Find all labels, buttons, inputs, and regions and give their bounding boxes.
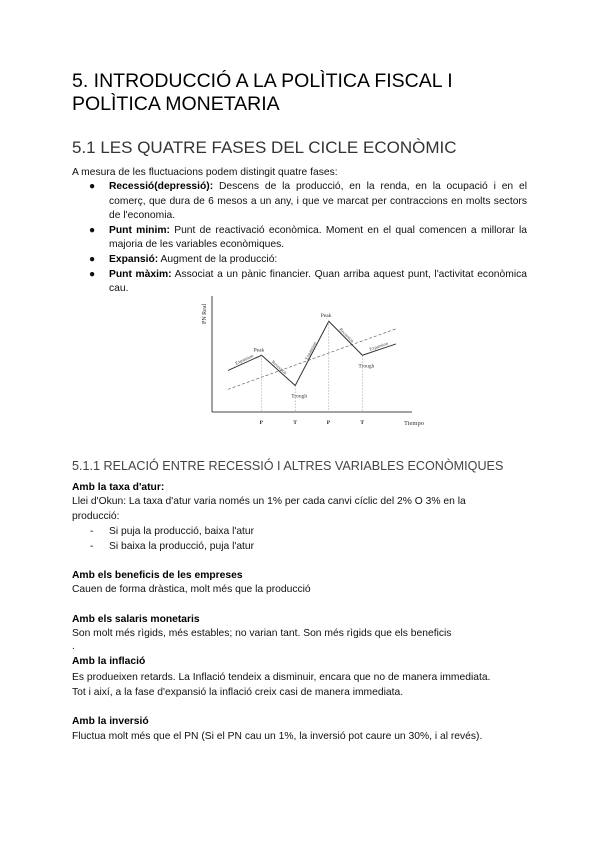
intro-text: A mesura de les fluctuacions podem distingit quatre fases:: [72, 167, 338, 178]
business-cycle-chart: [196, 290, 426, 462]
section-heading: 5.1 LES QUATRE FASES DEL CICLE ECONÒMIC: [72, 138, 457, 157]
atur-text-line1: Llei d'Okun: La taxa d'atur varia només un 1% per cada canvi cíclic del 2% O 3% en la: [72, 496, 466, 507]
phase-label: Expansion: [303, 340, 318, 361]
phase-label: Expansion: [234, 353, 255, 366]
phase-list: [72, 180, 527, 297]
list-item: [72, 224, 527, 253]
inflacio-heading: Amb la inflació: [72, 656, 146, 667]
x-tick-label: T: [293, 420, 297, 426]
list-item: [72, 180, 527, 224]
bullet-icon: ●: [89, 181, 96, 192]
peak-label: Peak: [320, 313, 332, 320]
phase-text: Descens de la producció, en la renda, en la ocupació i en el comerç, que dura de 6 mesos a un any, i que ve marcat per contraccions en molts sectors de l'economia.: [109, 181, 527, 222]
phase-label: Recession: [270, 359, 289, 376]
y-axis-label: PN Real: [202, 303, 208, 324]
salaris-text: Son molt més rìgids, més estables; no varian tant. Son més rìgids que els beneficis: [72, 628, 452, 639]
salaris-heading: Amb els salaris monetaris: [72, 614, 200, 625]
trough-label: Trough: [358, 363, 375, 370]
phase-term: Punt màxim:: [109, 268, 172, 280]
atur-text-line2: producció:: [72, 511, 120, 522]
phase-label: Recession: [338, 326, 355, 344]
inversio-heading: Amb la inversió: [72, 716, 149, 727]
phase-text: Punt de reactivació econòmica. Moment en el qual comencen a millorar la majoria de les variables econòmiques.: [109, 224, 527, 251]
peak-label: Peak: [253, 347, 265, 354]
atur-heading: Amb la taxa d'atur:: [72, 482, 165, 493]
phase-term: Recessió(depressió):: [109, 181, 214, 192]
list-item-text: Si puja la producció, baixa l'atur: [109, 526, 255, 537]
list-item: [72, 253, 527, 268]
x-tick-label: P: [259, 420, 263, 426]
dash-icon: -: [90, 540, 94, 552]
beneficis-heading: Amb els beneficis de les empreses: [72, 570, 243, 581]
x-tick-label: P: [326, 420, 331, 426]
bullet-icon: ●: [89, 224, 96, 236]
list-item: [72, 525, 254, 540]
salaris-dot: .: [72, 641, 75, 652]
inflacio-text-line2: Tot i així, a la fase d'expansió la inflació creix casi de manera immediata.: [72, 687, 404, 698]
subsection-heading: 5.1.1 RELACIÓ ENTRE RECESSIÓ I ALTRES VARIABLES ECONÒMIQUES: [72, 459, 504, 473]
beneficis-text: Cauen de forma dràstica, molt més que la producció: [72, 584, 311, 595]
list-item-text: Si baixa la producció, puja l'atur: [109, 540, 255, 552]
bullet-icon: ●: [89, 268, 96, 280]
phase-text: Associat a un pànic financier. Quan arriba aquest punt, l'activitat econòmica cau.: [109, 268, 527, 295]
inflacio-text-line1: Es produeixen retards. La Inflació tendeix a disminuir, encara que no de manera immediata.: [72, 672, 491, 683]
phase-text: Augment de la producció:: [158, 253, 278, 265]
inversio-text: Fluctua molt més que el PN (Si el PN cau un 1%, la inversió pot caure un 30%, i al revés).: [72, 731, 483, 742]
trough-label: Trough: [291, 393, 308, 400]
page-title: 5. INTRODUCCIÓ A LA POLÌTICA FISCAL I POLÌTICA MONETARIA: [72, 70, 453, 115]
phase-term: Expansió:: [109, 253, 159, 265]
phase-label: Expansion: [368, 340, 389, 352]
dash-icon: -: [90, 526, 94, 537]
x-axis-label: Tiempo: [404, 420, 424, 427]
list-item: [72, 540, 254, 555]
bullet-icon: ●: [89, 253, 96, 265]
atur-list: [72, 525, 254, 554]
x-tick-label: T: [360, 420, 365, 426]
phase-term: Punt minim:: [109, 224, 170, 236]
